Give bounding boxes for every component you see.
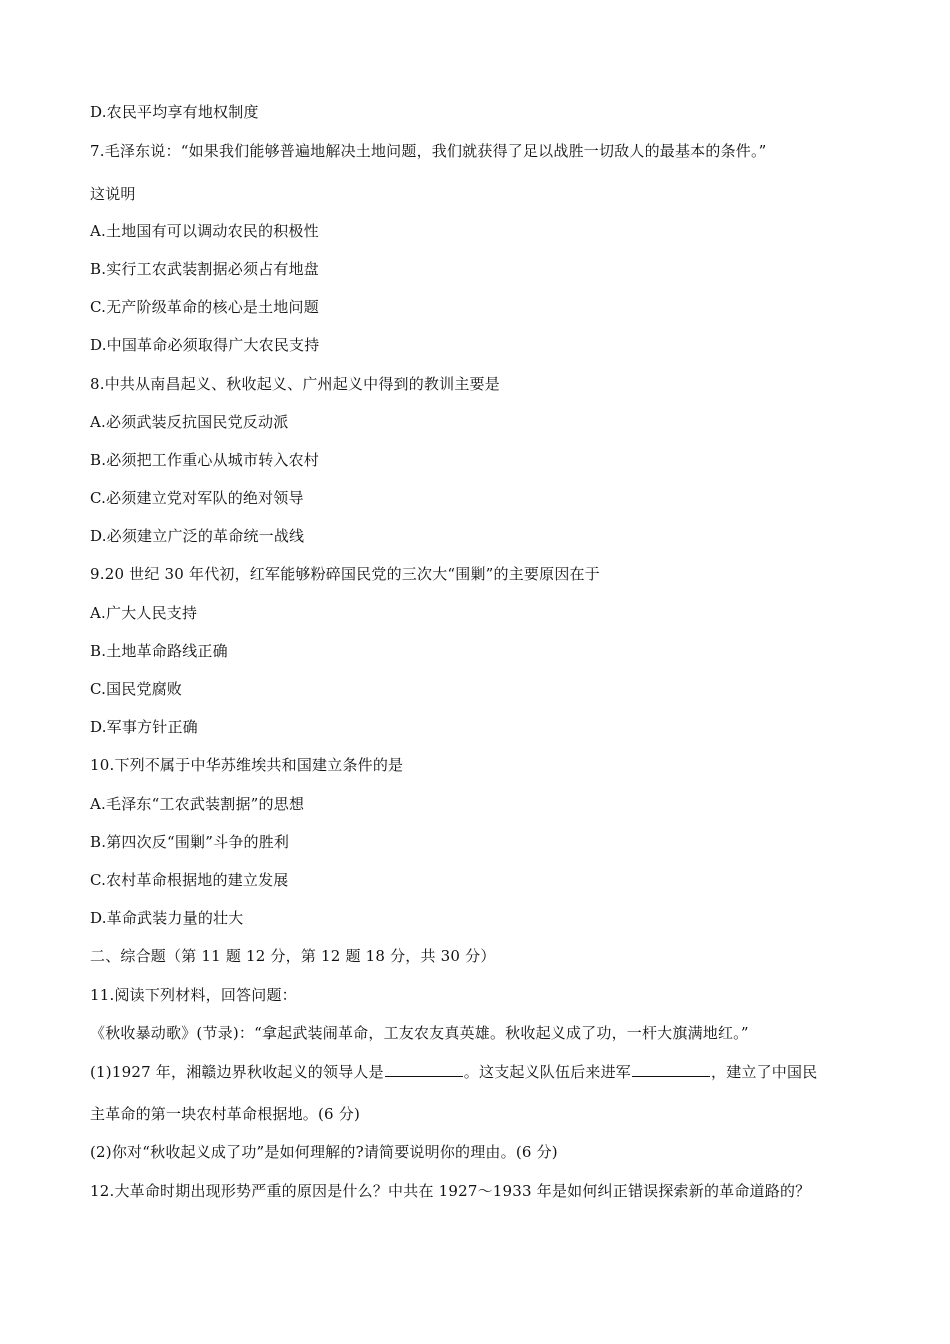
question-11-stem: 11.阅读下列材料，回答问题： <box>90 986 297 1004</box>
option-8a: A.必须武装反抗国民党反动派 <box>90 413 289 431</box>
option-9b: B.土地革命路线正确 <box>90 642 228 660</box>
option-7a: A.土地国有可以调动农民的积极性 <box>90 222 319 240</box>
question-11-part-1-cont: 主革命的第一块农村革命根据地。(6 分) <box>90 1105 361 1123</box>
option-10c: C.农村革命根据地的建立发展 <box>90 871 289 889</box>
option-10b: B.第四次反“围剿”斗争的胜利 <box>90 833 290 851</box>
option-8c: C.必须建立党对军队的绝对领导 <box>90 489 304 507</box>
question-11-part-2: (2)你对“秋收起义成了功”是如何理解的?请简要说明你的理由。(6 分) <box>90 1143 558 1161</box>
q11-1-text-b: 。这支起义队伍后来进军 <box>463 1063 631 1081</box>
q11-1-text-a: (1)1927 年，湘赣边界秋收起义的领导人是 <box>90 1063 384 1081</box>
option-7d: D.中国革命必须取得广大农民支持 <box>90 336 320 354</box>
option-7b: B.实行工农武装割据必须占有地盘 <box>90 260 319 278</box>
section-2-heading: 二、综合题（第 11 题 12 分，第 12 题 18 分，共 30 分） <box>90 947 496 965</box>
option-8d: D.必须建立广泛的革命统一战线 <box>90 527 305 545</box>
question-7-stem: 7.毛泽东说：“如果我们能够普遍地解决土地问题，我们就获得了足以战胜一切敌人的最基本的条件。” <box>90 142 767 160</box>
question-11-material: 《秋收暴动歌》(节录)：“拿起武装闹革命，工友农友真英雄。秋收起义成了功，一杆大旗满地红。” <box>90 1024 749 1042</box>
option-6d: D.农民平均享有地权制度 <box>90 103 259 121</box>
question-8-stem: 8.中共从南昌起义、秋收起义、广州起义中得到的教训主要是 <box>90 375 500 393</box>
question-12-stem: 12.大革命时期出现形势严重的原因是什么？中共在 1927～1933 年是如何纠正错误探索新的革命道路的？ <box>90 1182 811 1200</box>
question-10-stem: 10.下列不属于中华苏维埃共和国建立条件的是 <box>90 756 404 774</box>
answer-blank-destination[interactable] <box>632 1062 710 1077</box>
option-7c: C.无产阶级革命的核心是土地问题 <box>90 298 319 316</box>
option-10a: A.毛泽东“工农武装割据”的思想 <box>90 795 305 813</box>
answer-blank-leader[interactable] <box>385 1062 463 1077</box>
question-7-stem-cont: 这说明 <box>90 185 136 203</box>
q11-1-text-c: ，建立了中国民 <box>711 1063 818 1081</box>
question-11-part-1 <box>90 1062 870 1082</box>
option-9c: C.国民党腐败 <box>90 680 183 698</box>
option-10d: D.革命武装力量的壮大 <box>90 909 244 927</box>
option-9d: D.军事方针正确 <box>90 718 198 736</box>
question-9-stem: 9.20 世纪 30 年代初，红军能够粉碎国民党的三次大“围剿”的主要原因在于 <box>90 565 600 583</box>
option-9a: A.广大人民支持 <box>90 604 198 622</box>
option-8b: B.必须把工作重心从城市转入农村 <box>90 451 319 469</box>
